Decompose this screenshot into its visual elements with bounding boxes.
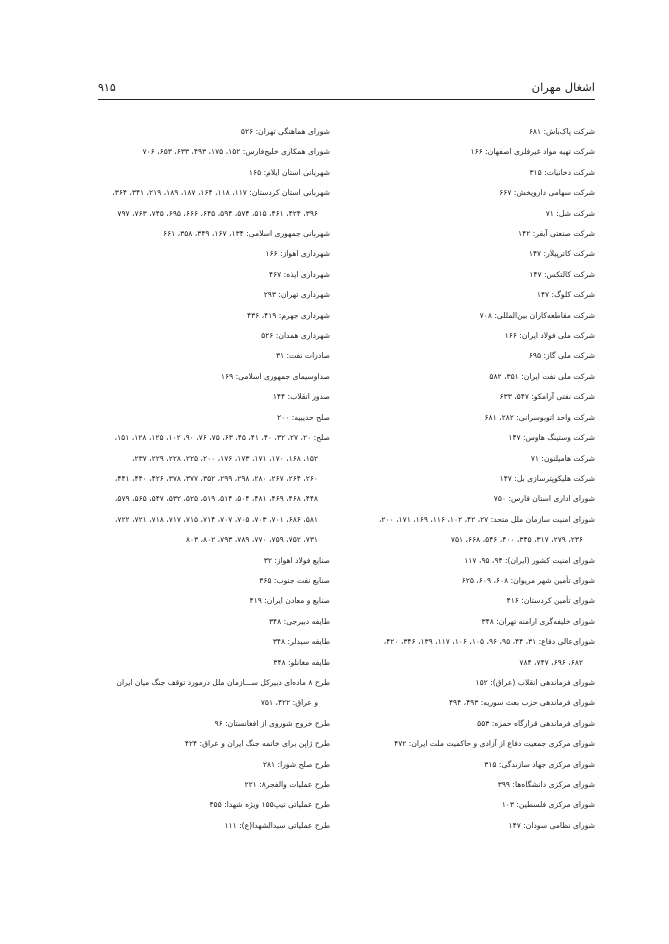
index-entry <box>354 408 595 428</box>
index-entry <box>98 551 330 571</box>
index-entry <box>354 612 595 632</box>
index-entry <box>98 795 330 815</box>
index-entry-line: صلح: ۲۰، ۲۷، ۳۲، ۴۰، ۴۱، ۴۵، ۶۳، ۷۵، ۷۶، ۹۰، ۱۰۲، ۱۲۵، ۱۲۸، ۱۵۱، <box>114 433 330 443</box>
index-entry-line: شورای امنیت کشور (ایران): ۹۴، ۹۵، ۱۱۷ <box>464 555 595 565</box>
index-entry-line: شهرداری ایذه: ۴۶۷ <box>269 269 330 279</box>
index-entry-line: شرکت هلیکوپترسازی بل: ۱۴۷ <box>499 473 595 483</box>
index-entry <box>98 714 330 734</box>
index-entry-line: شرکت تهیه مواد غیرفلزی اصفهان: ۱۶۶ <box>470 147 595 157</box>
index-entry <box>354 714 595 734</box>
index-entry-continuation: ۳۹۶، ۴۲۴، ۴۶۱، ۵۱۵، ۵۷۴، ۵۹۴، ۶۴۵، ۶۶۶، ۶۹۵، ۷۴۵، ۷۶۳، ۷۹۷ <box>117 208 318 218</box>
index-entry <box>98 775 330 795</box>
index-entry <box>98 142 330 162</box>
running-title: اشغال مهران <box>531 80 595 94</box>
index-entry-line: طرح عملیاتی تیپ۱۵۵ ویژه شهدا: ۴۵۵ <box>209 800 330 810</box>
index-entry <box>354 265 595 285</box>
index-entry-line: شهربانی استان ایلام: ۱۶۵ <box>248 167 330 177</box>
index-entry <box>98 428 330 550</box>
index-entry <box>354 346 595 366</box>
index-entry <box>98 571 330 591</box>
index-entry <box>354 204 595 224</box>
index-entry-line: صلح حدیبیه: ۲۰۰ <box>277 412 330 422</box>
index-entry-continuation: ۴۴۸، ۴۶۸، ۴۶۹، ۴۸۱، ۵۰۴، ۵۱۴، ۵۱۹، ۵۲۵، ۵۳۲، ۵۴۷، ۵۶۵، ۵۷۹، <box>114 494 318 504</box>
index-entry <box>98 306 330 326</box>
index-entry <box>98 224 330 244</box>
index-entry-line: صنایع نفت جنوب: ۳۶۵ <box>259 575 330 585</box>
index-entry-line: شرکت مقاطعه‌کاران بین‌المللی: ۷۰۸ <box>479 310 595 320</box>
index-entry <box>354 734 595 754</box>
index-entry-line: شرکت دخانیات: ۳۱۵ <box>529 167 595 177</box>
index-entry <box>98 408 330 428</box>
index-entry <box>354 285 595 305</box>
index-entry-continuation: ۷۳۱، ۷۵۲، ۷۵۹، ۷۷۰، ۷۸۹، ۷۹۳، ۸۰۲، ۸۰۳ <box>185 535 318 545</box>
index-entry <box>354 632 595 673</box>
index-entry <box>98 653 330 673</box>
index-entry-line: شورای مرکزی جمعیت دفاع از آزادی و حاکمیت ملت ایران: ۴۷۲ <box>394 739 595 749</box>
index-entry <box>354 816 595 836</box>
index-entry <box>354 510 595 551</box>
index-entry-line: صنایع و معادن ایران: ۴۱۹ <box>249 596 330 606</box>
index-entry-line: شرکت سهامی داروپخش: ۶۶۷ <box>499 188 595 198</box>
index-entry <box>354 591 595 611</box>
index-entry-line: صنایع فولاد اهواز: ۳۲ <box>263 555 330 565</box>
index-entry <box>354 489 595 509</box>
index-entry-line: شرکت ملی نفت ایران: ۳۵۱، ۵۸۲ <box>489 371 595 381</box>
index-entry-line: شهرداری جهرم: ۴۱۹، ۴۳۶ <box>246 310 330 320</box>
index-entry <box>98 122 330 142</box>
index-entry-line: طرح عملیات والفجر۸: ۲۲۱ <box>244 780 330 789</box>
index-entry <box>354 183 595 203</box>
index-entry <box>354 244 595 264</box>
page-header <box>98 74 595 94</box>
index-entry-line: شرکت هامیلتون: ۷۱ <box>530 453 595 463</box>
index-entry <box>98 367 330 387</box>
index-entry-line: طرح خروج شوروی از افغانستان: ۹۶ <box>214 718 330 728</box>
index-entry-line: شورای همکاری خلیج‌فارس: ۱۵۲، ۱۷۵، ۴۹۳، ۶۳۳، ۶۵۳، ۷۰۶ <box>142 147 330 157</box>
index-entry-line: شورای امنیت سازمان ملل متحد: ۲۷، ۴۲، ۱۰۲، ۱۱۶، ۱۶۹، ۱۷۱، ۲۰۰، <box>378 514 595 524</box>
index-entry-line: شورای فرماندهی قرارگاه حمزه: ۵۵۳ <box>477 718 595 728</box>
index-entry <box>354 673 595 693</box>
index-entry <box>354 367 595 387</box>
index-entry <box>98 673 330 714</box>
index-entry <box>354 326 595 346</box>
index-entry <box>98 734 330 754</box>
index-entry-line: شهرداری تهران: ۲۹۳ <box>263 290 330 300</box>
index-entry <box>354 551 595 571</box>
index-entry <box>354 775 595 795</box>
index-entry-line: شهربانی جمهوری اسلامی: ۱۳۴، ۱۶۷، ۳۴۹، ۳۵۸، ۶۶۱ <box>163 229 330 239</box>
index-entry <box>354 306 595 326</box>
header-rule <box>98 99 595 100</box>
index-entry-line: طرح صلح شورا: ۲۸۱ <box>262 759 330 769</box>
index-entry <box>98 387 330 407</box>
index-entry-line: شورای نظامی سودان: ۱۴۷ <box>508 820 595 830</box>
index-entry-line: صادرات نفت: ۳۱ <box>275 351 330 361</box>
index-entry <box>98 346 330 366</box>
index-entry-line: شرکت صنعتی آبفر: ۱۴۲ <box>518 229 595 239</box>
index-entry-line: طرح ۸ ماده‌ای دبیرکل ســـازمان ملل درمورد توقف جنگ میان ایران <box>116 677 330 687</box>
index-entry <box>354 795 595 815</box>
index-entry-line: شهرداری اهواز: ۱۶۶ <box>265 249 330 259</box>
index-entry-line: شرکت کلوگ: ۱۴۷ <box>536 290 595 300</box>
index-entry <box>98 632 330 652</box>
index-entry-line: شرکت وستینگ هاوس: ۱۴۷ <box>508 433 595 443</box>
index-entry-line: طایفه سیدلر: ۳۴۸ <box>272 637 330 647</box>
index-entry <box>98 183 330 224</box>
index-entry-line: شورای مرکزی جهاد سازندگی: ۳۱۵ <box>484 759 595 769</box>
index-entry <box>98 816 330 836</box>
index-entry-continuation: ۱۵۲، ۱۶۸، ۱۷۰، ۱۷۱، ۱۷۳، ۱۷۶، ۲۰۰، ۲۲۵، ۲۲۸، ۲۲۹، ۲۳۷، <box>132 453 318 463</box>
index-entry-line: شهرداری همدان: ۵۲۶ <box>261 331 330 341</box>
index-entry <box>354 755 595 775</box>
index-entry <box>98 612 330 632</box>
index-entry-line: شورای تأمین شهر مریوان: ۶۰۸، ۶۰۹، ۶۲۵ <box>461 575 595 585</box>
index-entry <box>98 163 330 183</box>
index-entry-line: شرکت شل: ۷۱ <box>545 208 595 218</box>
index-entry-line: شورای هماهنگی تهران: ۵۲۶ <box>240 127 330 136</box>
index-entry-line: شورای خلیفه‌گری ارامنه تهران: ۳۴۸ <box>481 616 595 626</box>
index-entry-continuation: و عراق: ۴۲۲، ۷۵۱ <box>260 698 318 708</box>
index-entry <box>354 428 595 448</box>
index-entry-line: شورای مرکزی فلسطین: ۱۰۳ <box>501 800 595 810</box>
index-column-left <box>98 122 330 836</box>
index-entry-line: شرکت نفتی آرامکو: ۵۴۷، ۶۳۳ <box>499 392 595 402</box>
index-entry <box>98 244 330 264</box>
index-entry <box>354 142 595 162</box>
index-entry-line: شرکت واحد اتوبوسرانی: ۲۸۲، ۶۸۱ <box>484 412 595 422</box>
index-entry-line: صداوسیمای جمهوری اسلامی: ۱۶۹ <box>220 371 330 381</box>
index-entry-line: طرح ژاپن برای خاتمه جنگ ایران و عراق: ۴۲۴ <box>184 739 330 749</box>
index-entry-line: صدور انقلاب: ۱۴۴ <box>272 392 330 402</box>
index-entry <box>354 122 595 142</box>
index-entry-line: طرح عملیاتی سیدالشهدا(ع): ۱۱۱ <box>224 820 330 830</box>
index-entry-line: شورای مرکزی دانشگاه‌ها: ۳۹۹ <box>497 780 595 789</box>
index-entry-line: شرکت پاک‌باش: ۶۸۱ <box>528 127 595 136</box>
index-entry <box>354 163 595 183</box>
index-entry <box>98 755 330 775</box>
index-entry-continuation: ۲۳۶، ۲۷۹، ۳۱۷، ۳۴۵، ۴۰۰، ۵۴۶، ۶۶۸، ۷۵۱ <box>450 535 583 545</box>
index-entry <box>354 387 595 407</box>
index-entry-continuation: ۲۶۰، ۲۶۴، ۲۶۷، ۲۸۰، ۲۹۸، ۲۹۹، ۳۵۲، ۳۷۷، ۳۷۸، ۴۲۶، ۴۴۰، ۴۴۱، <box>114 473 318 483</box>
index-entry <box>98 285 330 305</box>
index-entry <box>354 693 595 713</box>
index-entry <box>354 224 595 244</box>
index-entry-line: شورای فرماندهی انقلاب (عراق): ۱۵۲ <box>475 677 595 687</box>
index-entry <box>354 449 595 469</box>
index-entry <box>98 591 330 611</box>
index-entry <box>354 571 595 591</box>
index-entry-line: شرکت ملی گاز: ۶۹۵ <box>528 351 595 361</box>
index-entry-line: شورای اداری استان فارس: ۷۵۰ <box>493 494 595 504</box>
index-entry-line: شورای فرماندهی حزب بعث سوریه: ۴۹۳، ۴۹۴ <box>448 698 595 708</box>
index-entry-line: طایفه مغانلو: ۳۴۸ <box>273 657 330 667</box>
page-number: ۹۱۵ <box>98 81 116 94</box>
index-entry <box>98 265 330 285</box>
index-entry-line: شهربانی استان کردستان: ۱۱۷، ۱۱۸، ۱۶۴، ۱۸۷، ۱۸۹، ۲۱۹، ۳۴۱، ۳۶۴، <box>112 188 330 198</box>
index-entry-continuation: ۵۸۱، ۶۸۶، ۷۰۱، ۷۰۳، ۷۰۵، ۷۰۷، ۷۱۴، ۷۱۵، ۷۱۷، ۷۱۸، ۷۲۱، ۷۲۲، <box>114 514 318 524</box>
index-entry-continuation: ۶۸۲، ۶۹۶، ۷۴۷، ۷۸۴ <box>519 657 583 667</box>
index-entry-line: شورای تأمین کردستان: ۴۱۶ <box>506 596 595 606</box>
index-entry <box>98 326 330 346</box>
index-entry-line: شرکت کاترپیلار: ۱۴۷ <box>528 249 595 259</box>
index-entry-line: شرکت کالتکس: ۱۴۷ <box>529 269 595 279</box>
index-column-right <box>354 122 595 836</box>
index-entry-line: شورای‌عالی دفاع: ۳۱، ۴۴، ۹۵، ۹۶، ۱۰۵، ۱۰۶، ۱۱۷، ۱۳۹، ۳۴۶، ۴۲۰، <box>383 637 595 647</box>
index-entry-line: شرکت ملی فولاد ایران: ۱۶۶ <box>504 331 595 341</box>
index-entry-line: طایفه دبیرجی: ۳۴۸ <box>268 616 330 626</box>
index-entry <box>354 469 595 489</box>
